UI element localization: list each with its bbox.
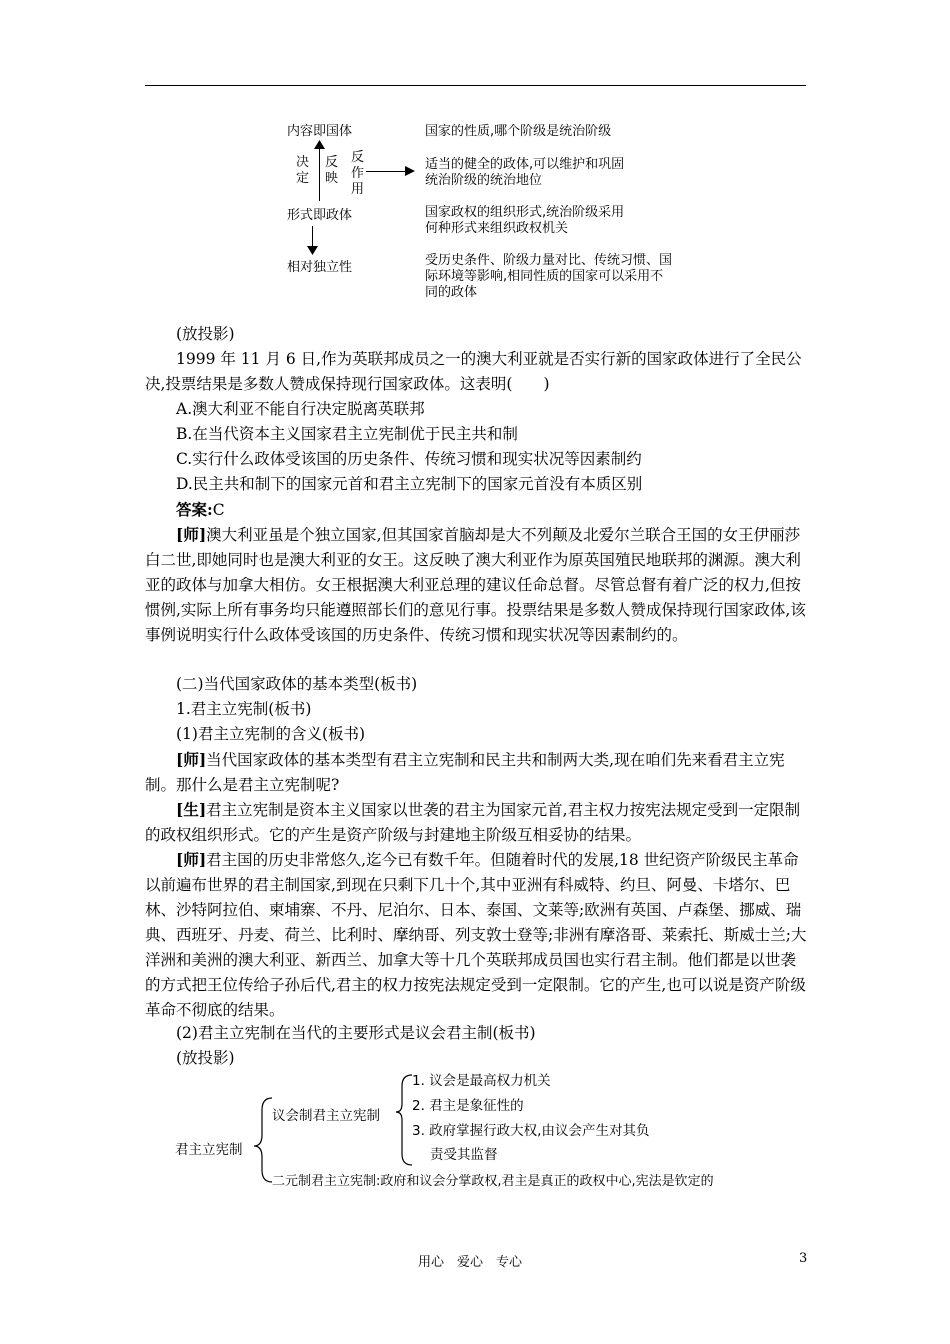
dual-branch	[272, 1170, 714, 1189]
option-a: A.澳大利亚不能自行决定脱离英联邦	[176, 400, 425, 418]
item-1: 1. 议会是最高权力机关	[412, 1073, 551, 1089]
desc-react-line1: 适当的健全的政体,可以维护和巩固	[425, 157, 625, 172]
subsubsection-heading: (1)君主立宪制的含义(板书)	[176, 725, 366, 743]
answer-value: C	[212, 501, 225, 519]
student-tag: [生]	[176, 800, 207, 819]
projection-note-2: (放投影)	[176, 1049, 235, 1067]
student-text: 君主立宪制是资本主义国家以世袭的君主为国家元首,君主权力按宪法规定受到一定限制的政权组织形式。它的产生是资产阶级与封建地主阶级互相妥协的结果。	[145, 801, 801, 844]
option-c: C.实行什么政体受该国的历史条件、传统习惯和现实状况等因素制约	[176, 450, 642, 468]
decide-label: 决定	[296, 155, 310, 186]
desc-nature: 国家的性质,哪个阶级是统治阶级	[425, 124, 612, 139]
sub-brace	[396, 1075, 412, 1165]
subsection-heading: 1.君主立宪制(板书)	[176, 700, 312, 718]
projection-note: (放投影)	[176, 325, 235, 343]
desc-form-line1: 国家政权的组织形式,统治阶级采用	[425, 205, 625, 220]
reflect-label: 反映	[325, 155, 339, 186]
main-brace	[254, 1098, 272, 1182]
desc-form-line2: 何种形式来组织政权机关	[425, 221, 569, 236]
item-2: 2. 君主是象征性的	[412, 1098, 524, 1114]
question-stem: 1999 年 11 月 6 日,作为英联邦成员之一的澳大利亚就是否实行新的国家政体进行了全民公决,投票结果是多数人赞成保持现行国家政体。这表明( )	[145, 350, 802, 393]
form-label: 形式即政体	[287, 208, 353, 223]
parliamentary-branch: 议会制君主立宪制	[272, 1108, 380, 1124]
teacher-tag: [师]	[176, 850, 207, 869]
answer-label: 答案:	[176, 500, 213, 519]
teacher-text: 澳大利亚虽是个独立国家,但其国家首脑却是大不列颠及北爱尔兰联合王国的女王伊丽莎白二世,即她同时也是澳大利亚的女王。这反映了澳大利亚作为原英国殖民地联邦的渊源。澳大利亚的政体与加拿大相仿。女王根据澳大利亚总理的建议任命总督。尽管总督有着广泛的权力,但按惯例,实际上所有事务均只能遵照部长们的意见行事。投票结果是多数人赞成保持现行国家政体,该事例说明实行什么政体受该国的历史条件、传统习惯和现实状况等因素制约的。	[145, 526, 806, 644]
footer-motto: 用心 爱心 专心	[418, 1255, 523, 1270]
teacher-text: 君主国的历史非常悠久,迄今已有数千年。但随着时代的发展,18 世纪资产阶级民主革命以前遍布世界的君主制国家,到现在只剩下几十个,其中亚洲有科威特、约旦、阿曼、卡塔尔、巴林、沙特阿拉伯、柬埔寨、不丹、尼泊尔、日本、泰国、文莱等;欧洲有英国、卢森堡、挪威、瑞典、西班牙、丹麦、荷兰、比利时、摩纳哥、列支敦士登等;非洲有摩洛哥、莱索托、斯威士兰;大洋洲和美洲的澳大利亚、新西兰、加拿大等十几个英联邦成员国也实行君主制。他们都是以世袭的方式把王位传给子孙后代,君主的权力按宪法规定受到一定限制。它的产生,也可以说是资产阶级革命不彻底的结果。	[145, 851, 807, 1019]
option-d: D.民主共和制下的国家元首和君主立宪制下的国家元首没有本质区别	[176, 475, 643, 493]
item-3-line2: 责受其监督	[430, 1147, 498, 1163]
section-heading: (二)当代国家政体的基本类型(板书)	[176, 675, 418, 693]
desc-indep-line3: 同的政体	[425, 285, 478, 300]
teacher-text: 当代国家政体的基本类型有君主立宪制和民主共和制两大类,现在咱们先来看君主立宪制。那什么是君主立宪制呢?	[145, 751, 785, 794]
desc-indep-line1: 受历史条件、阶级力量对比、传统习惯、国	[425, 253, 673, 268]
page-number: 3	[799, 1251, 808, 1266]
teacher-tag: [师]	[176, 750, 207, 769]
dual-branch-desc: 政府和议会分掌政权,君主是真正的政权中心,宪法是钦定的	[380, 1174, 714, 1189]
subsubsection-heading-2: (2)君主立宪制在当代的主要形式是议会君主制(板书)	[176, 1024, 536, 1042]
teacher-tag: [师]	[176, 525, 207, 544]
desc-indep-line2: 际环境等影响,相同性质的国家可以采用不	[425, 269, 664, 284]
root-label: 君主立宪制	[175, 1142, 243, 1158]
option-b: B.在当代资本主义国家君主立宪制优于民主共和制	[176, 425, 518, 443]
independence-label: 相对独立性	[287, 260, 353, 275]
desc-react-line2: 统治阶级的统治地位	[425, 173, 543, 188]
item-3-line1: 3. 政府掌握行政大权,由议会产生对其负	[412, 1123, 650, 1139]
react-label: 反作用	[351, 150, 365, 197]
dual-branch-label: 二元制君主立宪制:	[272, 1174, 381, 1189]
content-label: 内容即国体	[287, 124, 353, 139]
